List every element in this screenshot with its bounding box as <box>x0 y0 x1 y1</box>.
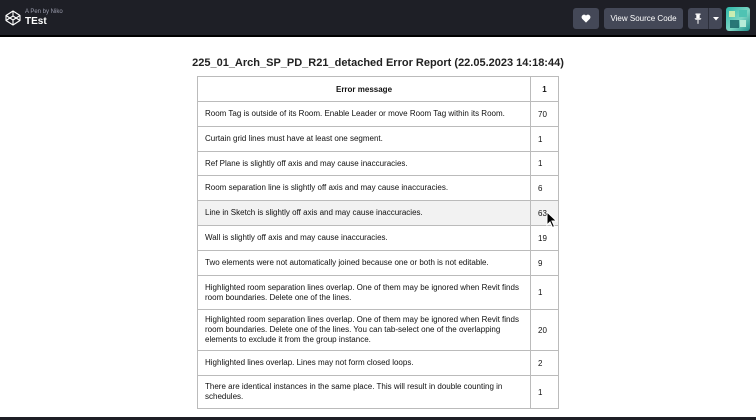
error-count-cell: 70 <box>531 102 559 127</box>
error-message-cell: Two elements were not automatically joined because one or both is not editable. <box>198 251 531 276</box>
error-message-cell: Room Tag is outside of its Room. Enable Leader or move Room Tag within its Room. <box>198 102 531 127</box>
table-row <box>198 376 559 409</box>
table-row <box>198 176 559 201</box>
error-message-cell: Room separation line is slightly off axis and may cause inaccuracies. <box>198 176 531 201</box>
pen-author[interactable]: A Pen by Niko <box>25 9 63 15</box>
pen-title: TEst <box>25 16 47 27</box>
table-row <box>198 102 559 127</box>
pin-icon <box>694 13 702 24</box>
error-message-cell: Highlighted lines overlap. Lines may not form closed loops. <box>198 351 531 376</box>
codepen-topbar <box>0 0 756 36</box>
error-message-cell: Line in Sketch is slightly off axis and may cause inaccuracies. <box>198 201 531 226</box>
error-report-table <box>197 76 559 409</box>
error-message-cell: Curtain grid lines must have at least one segment. <box>198 127 531 152</box>
error-count-cell: 1 <box>531 127 559 152</box>
avatar[interactable] <box>726 7 750 31</box>
mouse-pointer-icon <box>546 211 558 229</box>
pen-preview <box>0 37 756 417</box>
error-count-cell: 2 <box>531 351 559 376</box>
table-row <box>198 251 559 276</box>
table-row <box>198 152 559 176</box>
pen-info <box>25 8 63 28</box>
error-count-cell: 1 <box>531 276 559 310</box>
heart-icon <box>581 14 591 23</box>
error-message-cell: Highlighted room separation lines overlap. One of them may be ignored when Revit finds room boundaries. Delete one of the lines. <box>198 276 531 310</box>
codepen-logo-icon[interactable] <box>5 10 21 26</box>
error-message-cell: Wall is slightly off axis and may cause inaccuracies. <box>198 226 531 251</box>
table-header-row <box>198 77 559 102</box>
table-row <box>198 351 559 376</box>
chevron-down-icon <box>713 17 719 21</box>
error-count-cell: 1 <box>531 376 559 409</box>
table-row-hovered <box>198 201 559 226</box>
view-source-button[interactable]: View Source Code <box>604 8 683 29</box>
error-count-cell: 1 <box>531 152 559 176</box>
table-row <box>198 127 559 152</box>
table-row <box>198 310 559 351</box>
table-row <box>198 226 559 251</box>
report-title: 225_01_Arch_SP_PD_R21_detached Error Report (22.05.2023 14:18:44) <box>192 57 564 69</box>
avatar-image-icon <box>726 7 750 31</box>
column-header-count: 1 <box>531 77 559 102</box>
error-count-cell: 63 <box>531 201 559 226</box>
error-message-cell: Ref Plane is slightly off axis and may cause inaccuracies. <box>198 152 531 176</box>
heart-button[interactable] <box>573 8 599 29</box>
pin-button-group <box>688 8 722 29</box>
error-count-cell: 20 <box>531 310 559 351</box>
column-header-message: Error message <box>198 77 531 102</box>
error-count-cell: 9 <box>531 251 559 276</box>
pin-button[interactable] <box>688 8 708 29</box>
error-message-cell: There are identical instances in the same place. This will result in double counting in schedules. <box>198 376 531 409</box>
error-count-cell: 19 <box>531 226 559 251</box>
error-count-cell: 6 <box>531 176 559 201</box>
error-message-cell: Highlighted room separation lines overlap. One of them may be ignored when Revit finds room boundaries. Delete one of the lines. You can tab-select one of the overlapping elements to exclude it from the group instance. <box>198 310 531 351</box>
table-row <box>198 276 559 310</box>
pin-menu-toggle[interactable] <box>709 8 722 29</box>
